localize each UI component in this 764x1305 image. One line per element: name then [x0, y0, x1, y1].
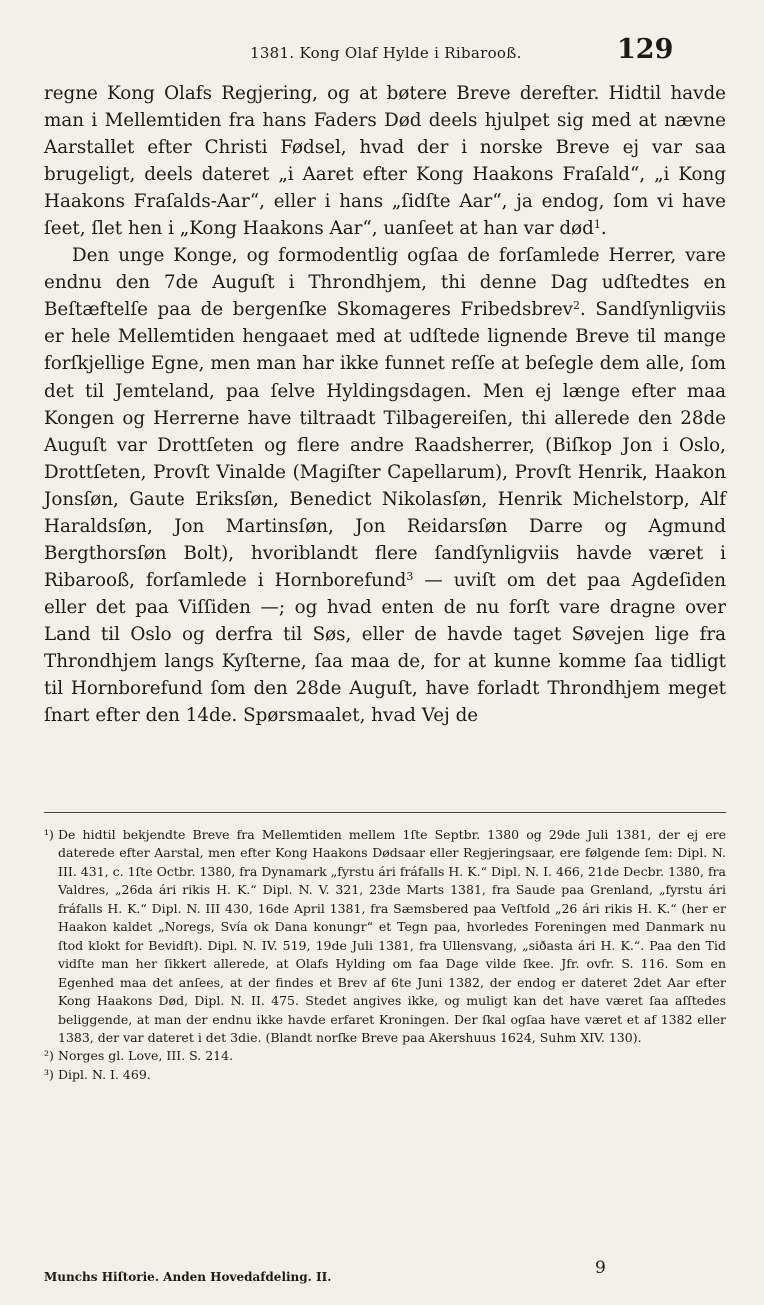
- footnote-ref: 2: [572, 299, 580, 313]
- printer-signature-line: Munchs Hiſtorie. Anden Hovedafdeling. II.: [44, 1270, 332, 1284]
- paragraph-text: regne Kong Olafs Regjering, og at bøtere Breve derefter. Hidtil havde man i Mellemtiden fra hans Faders Død deels hjulpet sig med at nævne Aarstallet efter Christi Fødsel, hvad der i norske Breve ej var saa brugeligt, deels dateret „i Aaret efter Kong Haakons Fraſald“, „i Kong Haakons Fraſalds-Aar“, eller i hans „ſidſte Aar“, ja endog, ſom vi have ſeet, ſlet hen i „Kong Haakons Aar“, uanſeet at han var død: [44, 83, 726, 240]
- paragraph: regne Kong Olafs Regjering, og at bøtere Breve derefter. Hidtil havde man i Mellemtiden fra hans Faders Død deels hjulpet sig med at nævne Aarstallet efter Christi Fødsel, hvad der i norske Breve ej var saa brugeligt, deels dateret „i Aaret efter Kong Haakons Fraſald“, „i Kong Haakons Fraſalds-Aar“, eller i hans „ſidſte Aar“, ja endog, ſom vi have ſeet, ſlet hen i „Kong Haakons Aar“, uanſeet at han var død$^1$.: [44, 83, 726, 240]
- footnote: [44, 1066, 726, 1084]
- footnote-divider: [44, 812, 726, 813]
- page-number: 129: [617, 34, 674, 65]
- footnote-text: Norges gl. Love, III. S. 214.: [58, 1048, 234, 1064]
- page-footer: [44, 1258, 726, 1288]
- paragraph: [44, 242, 726, 729]
- footnote-ref: 1: [593, 218, 601, 232]
- main-text: [44, 80, 726, 729]
- paragraph-text: Den unge Konge, og formodentlig ogſaa de forſamlede Herrer, vare endnu den 7de Auguſt i Throndhjem, thi denne Dag udſtedtes en Beſtæftelſe paa de bergenſke Skomageres Fribedsbrev: [44, 245, 726, 321]
- signature-mark: 9: [595, 1258, 606, 1278]
- running-head: 1381. Kong Olaf Hylde i Ribarooß.: [250, 44, 522, 62]
- footnote-mark: ³): [44, 1066, 54, 1082]
- footnote-mark: ²): [44, 1048, 54, 1064]
- footnote-text: Dipl. N. I. 469.: [58, 1066, 151, 1082]
- footnote: [44, 826, 726, 1047]
- paragraph-text: . Sandſynligviis er hele Mellemtiden hengaaet med at udſtede lignende Breve til mange forſkjellige Egne, men man har ikke funnet reſſe at beſegle dem alle, ſom det til Jemteland, paa ſelve Hyldingsdagen. Men ej længe efter maa Kongen og Herrerne have tiltraadt Tilbagereiſen, thi allerede den 28de Auguſt var Drottſeten og flere andre Raadsherrer, (Biſkop Jon i Oslo, Drottſeten, Provſt Vinalde (Magiſter Capellarum), Provſt Henrik, Haakon Jonsſøn, Gaute Eriksſøn, Benedict Nikolasſøn, Henrik Michelstorp, Alf Haraldsſøn, Jon Martinsſøn, Jon Reidarsſøn Darre og Agmund Bergthorsſøn Bolt), hvoriblandt flere ſandſynligviis havde været i Ribarooß, forſamlede i Hornborefund: [44, 299, 726, 591]
- footnote-text: De hidtil bekjendte Breve fra Mellemtiden mellem 1ſte Septbr. 1380 og 29de Juli 1381, der ej ere daterede efter Aarstal, men efter Kong Haakons Dødsaar eller Regjeringsaar, ere følgende ſem: Dipl. N. III. 431, c. 1ſte Octbr. 1380, fra Dynamark „fyrstu ári fráfalls H. K.“ Dipl. N. I. 466, 21de Decbr. 1380, fra Valdres, „26da ári rikis H. K.“ Dipl. N. V. 321, 23de Marts 1381, fra Saude paa Grenland, „fyrstu ári fráfalls H. K.“ Dipl. N. III 430, 16de April 1381, fra Sæmsbered paa Veſtfold „26 ári rikis H. K.“ (her er Haakon kaldet „Noregs, Svía ok Dana konungr“ et Tegn paa, hvorledes Foreningen med Danmark nu ſtod klokt for Bevidſt). Dipl. N. IV. 519, 19de Juli 1381, fra Ullensvang, „siðasta ári H. K.“. Paa den Tid vidſte man her ſikkert allerede, at Olafs Hylding om faa Dage vilde ſkee. Jfr. ovfr. S. 116. Som en Egenhed maa det anſees, at der findes et Brev af 6te Juni 1382, der endog er dateret 2det Aar efter Kong Haakons Død, Dipl. N. II. 475. Stedet angives ikke, og muligt kan det have været ſaa aſſtedes beliggende, at man der endnu ikke havde erfaret Kroningen. Der ſkal ogſaa have været et af 1382 eller 1383, der var dateret i det 3die. (Blandt norſke Breve paa Akershuus 1624, Suhm XIV. 130).: [58, 827, 726, 1045]
- footnotes: [44, 826, 726, 1084]
- footnote-ref: 3: [406, 569, 414, 583]
- footnote: [44, 1047, 726, 1065]
- page-header: [0, 34, 764, 68]
- footnote-mark: ¹): [44, 827, 54, 842]
- paragraph-text: — uviſt om det paa Agdeſiden eller det paa Viſſiden —; og hvad enten de nu forſt vare dragne over Land til Oslo og derfra til Søs, eller de havde taget Søvejen lige fra Throndhjem langs Kyſterne, ſaa maa de, for at kunne komme ſaa tidligt til Hornborefund ſom den 28de Auguſt, have forladt Throndhjem meget ſnart efter den 14de. Spørsmaalet, hvad Vej de: [44, 569, 726, 727]
